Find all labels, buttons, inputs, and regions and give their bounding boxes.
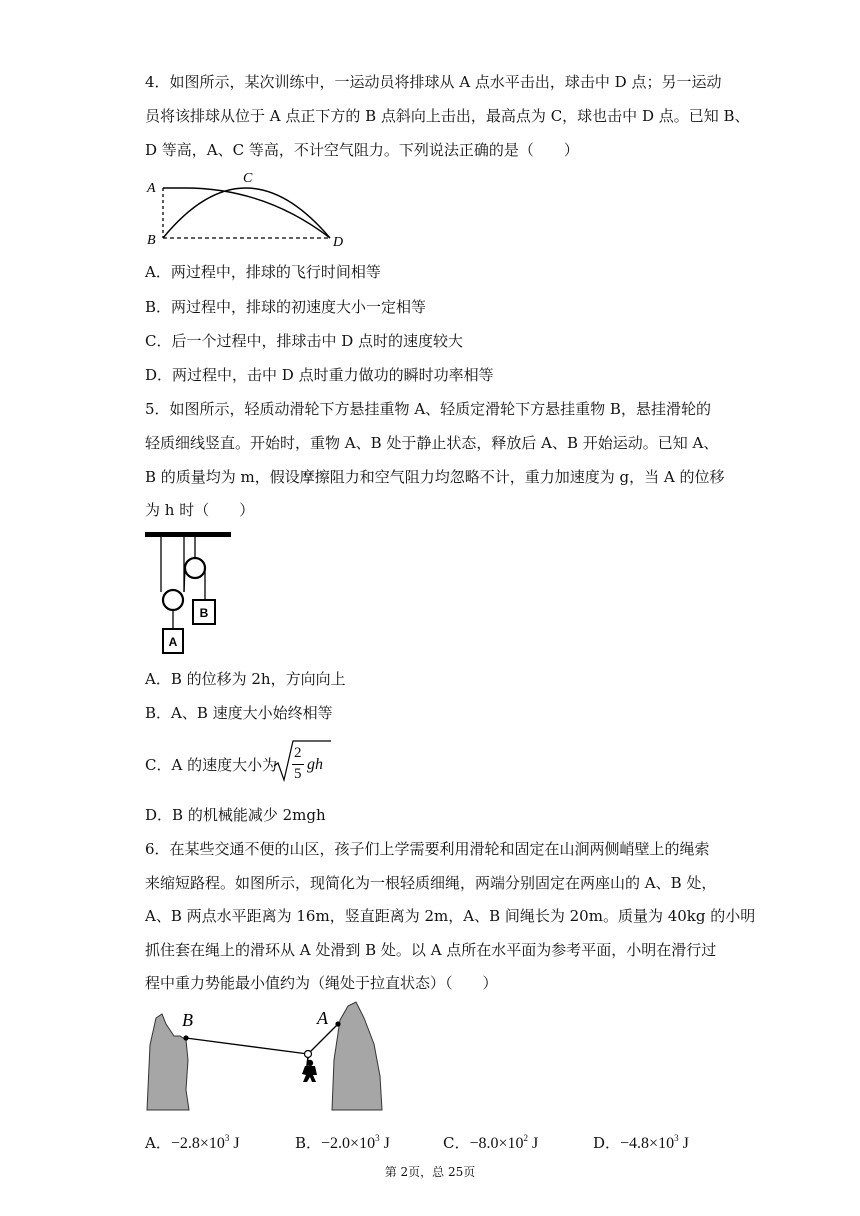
q6-option-c: C．$-8.0\times 10^2$ J xyxy=(443,1133,539,1152)
q4-option-b: B．两过程中，排球的初速度大小一定相等 xyxy=(145,298,427,316)
page-footer: 第 2页，总 25页 xyxy=(384,1165,476,1179)
q5-text-line4: 为 h 时（ ） xyxy=(145,501,255,519)
q6-text-line2: 来缩短路程。如图所示，现简化为一根轻质细绳，两端分别固定在两座山的 A、B 处， xyxy=(145,874,717,892)
q6-text-line4: 抓住套在绳上的滑环从 A 处滑到 B 处。以 A 点所在水平面为参考平面，小明在滑行过 xyxy=(145,941,717,959)
q5-text-line2: 轻质细线竖直。开始时，重物 A、B 处于静止状态，释放后 A、B 开始运动。已知 A、 xyxy=(145,434,719,452)
q4-option-a: A．两过程中，排球的飞行时间相等 xyxy=(145,263,381,281)
q4-label-c: C xyxy=(243,171,253,186)
q4-label-d: D xyxy=(333,235,344,248)
q4-text-line2: 员将该排球从位于 A 点正下方的 B 点斜向上击出，最高点为 C，球也击中 D 点。已知 B、 xyxy=(145,107,750,125)
q5-pulley-figure xyxy=(145,530,240,660)
q5-option-c-denominator: 5 xyxy=(294,766,302,782)
q6-label-b: B xyxy=(182,1010,193,1030)
q5-option-d: D．B 的机械能减少 2mgh xyxy=(145,806,326,824)
q4-label-a: A xyxy=(147,181,156,196)
q4-label-b: B xyxy=(147,233,156,248)
q5-option-c-prefix: C．A 的速度大小为 xyxy=(145,756,278,774)
q6-option-a: A．$-2.8\times 10^3$ J xyxy=(145,1133,240,1152)
q6-option-d: D．$-4.8\times 10^3$ J xyxy=(593,1133,689,1152)
q4-option-d: D．两过程中，击中 D 点时重力做功的瞬时功率相等 xyxy=(145,366,494,384)
q5-text-line1: 5．如图所示，轻质动滑轮下方悬挂重物 A、轻质定滑轮下方悬挂重物 B，悬挂滑轮的 xyxy=(145,400,711,418)
q5-option-a: A．B 的位移为 2h，方向向上 xyxy=(145,670,346,688)
q4-text-line1: 4．如图所示，某次训练中，一运动员将排球从 A 点水平击出，球击中 D 点；另一运动 xyxy=(145,73,722,91)
q6-text-line5: 程中重力势能最小值约为（绳处于拉直状态）（ ） xyxy=(145,974,498,992)
q6-text-line3: A、B 两点水平距离为 16m，竖直距离为 2m，A、B 间绳长为 20m。质量为 40kg 的小明 xyxy=(145,907,756,925)
q5-label-a: A xyxy=(168,635,178,649)
q5-option-c-numerator: 2 xyxy=(294,745,302,761)
q5-text-line3: B 的质量均为 m，假设摩擦阻力和空气阻力均忽略不计，重力加速度为 g，当 A 的位移 xyxy=(145,468,725,486)
sqrt-radical-icon xyxy=(273,740,333,784)
q6-label-a: A xyxy=(317,1008,328,1028)
q4-trajectory-figure xyxy=(145,168,355,248)
q4-text-line3: D 等高，A、C 等高，不计空气阻力。下列说法正确的是（ ） xyxy=(145,141,579,159)
q6-option-b: B．$-2.0\times 10^3$ J xyxy=(295,1133,390,1152)
q6-rope-figure xyxy=(142,1000,392,1115)
q5-option-b: B．A、B 速度大小始终相等 xyxy=(145,704,333,722)
q5-option-c-gh: gh xyxy=(307,756,323,773)
q5-label-b: B xyxy=(199,606,209,620)
q6-text-line1: 6．在某些交通不便的山区，孩子们上学需要利用滑轮和固定在山涧两侧峭壁上的绳索 xyxy=(145,840,710,858)
child-figure-icon xyxy=(302,1057,317,1082)
q4-option-c: C．后一个过程中，排球击中 D 点时的速度较大 xyxy=(145,332,464,350)
